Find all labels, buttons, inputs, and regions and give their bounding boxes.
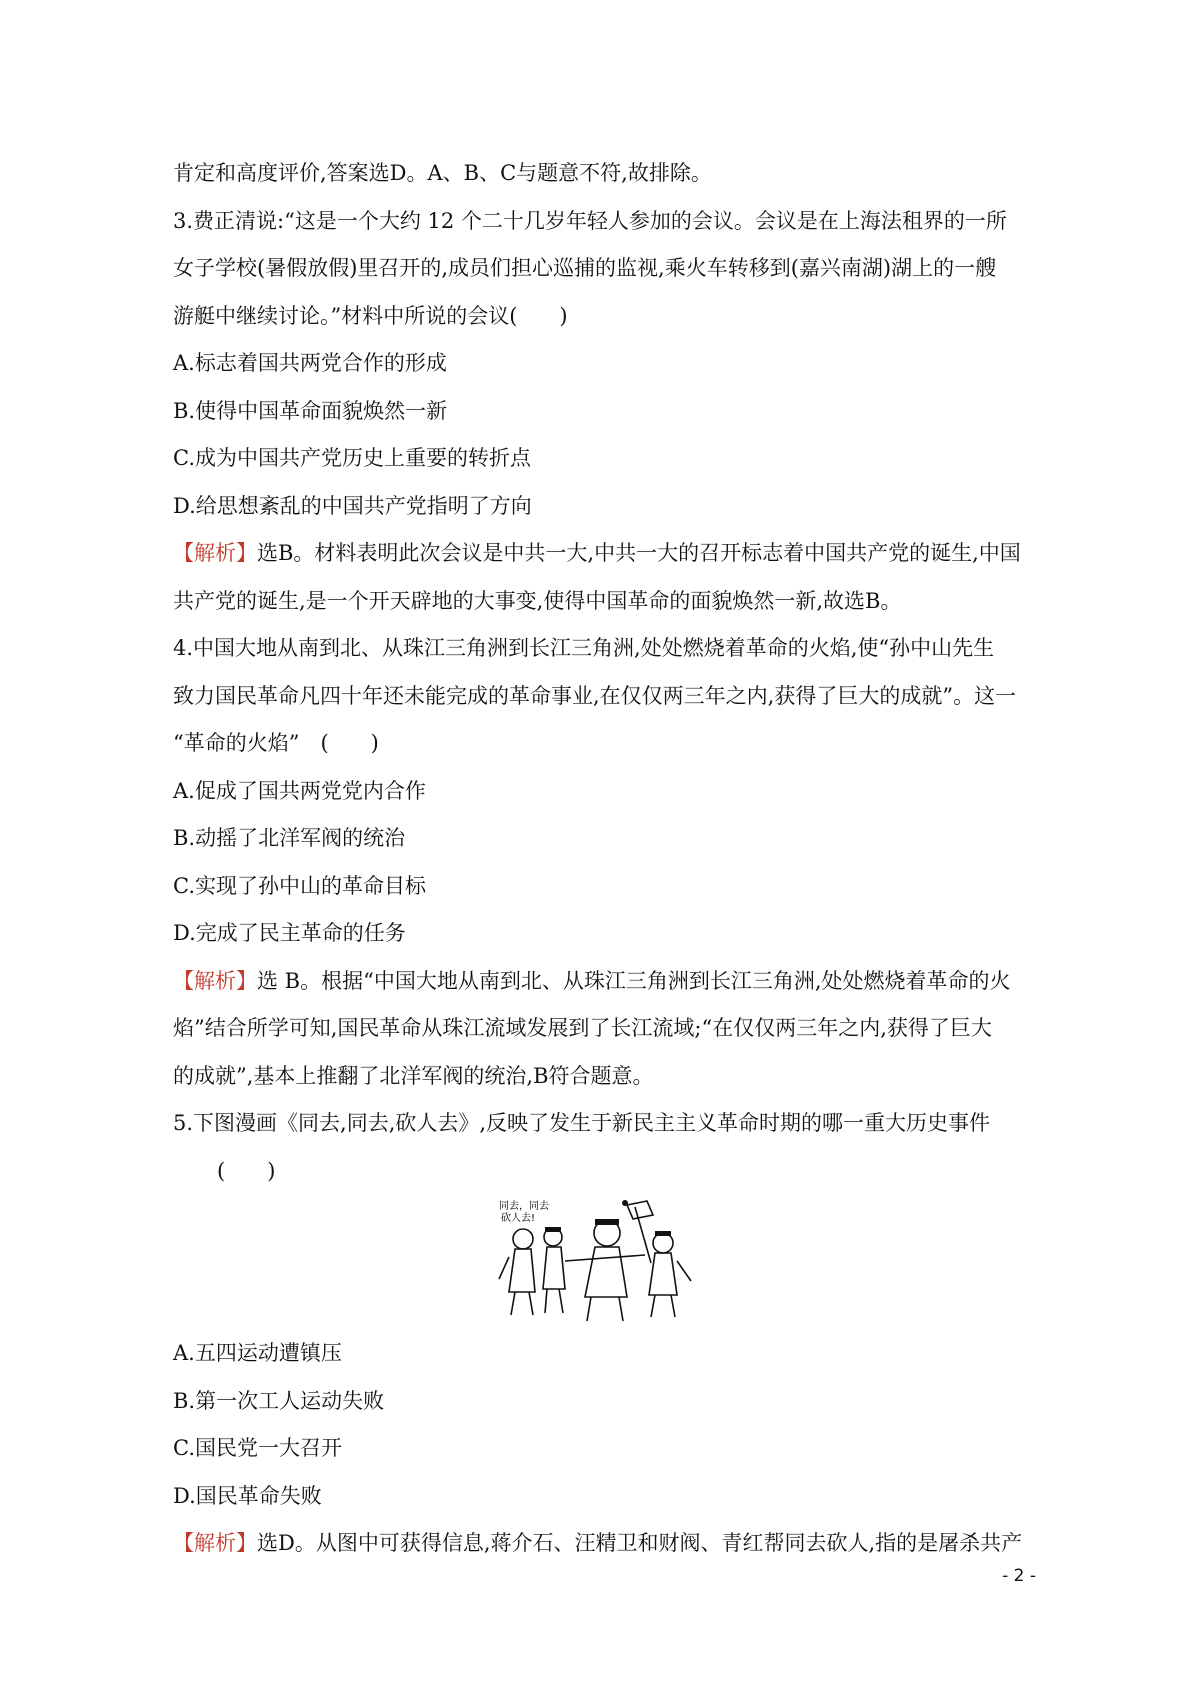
question-3-stem: 3.费正清说:“这是一个大约 12 个二十几岁年轻人参加的会议。会议是在上海法租界的一所 (173, 208, 1007, 233)
page-number: - 2 - (1002, 1566, 1036, 1586)
question-5-stem: 5.下图漫画《同去,同去,砍人去》,反映了发生于新民主主义革命时期的哪一重大历史事件 (173, 1111, 991, 1135)
question-5-option-a: A.五四运动遭镇压 (173, 1341, 342, 1365)
question-3-analysis: 【解析】选B。材料表明此次会议是中共一大,中共一大的召开标志着中国共产党的诞生,中国 (173, 541, 1021, 565)
question-4-stem: 4.中国大地从南到北、从珠江三角洲到长江三角洲,处处燃烧着革命的火焰,使“孙中山先生 (173, 636, 995, 660)
cartoon-image (495, 1197, 701, 1325)
analysis-label: 【解析】 (173, 1531, 257, 1555)
question-3-option-d: D.给思想紊乱的中国共产党指明了方向 (173, 493, 532, 518)
question-3-option-b: B.使得中国革命面貌焕然一新 (173, 398, 448, 423)
text-line: 肯定和高度评价,答案选D。A、B、C与题意不符,故排除。 (173, 161, 712, 185)
question-5-stem: ( ) (217, 1158, 276, 1183)
question-3-stem: 女子学校(暑假放假)里召开的,成员们担心巡捕的监视,乘火车转移到(嘉兴南湖)湖上的一艘 (173, 256, 997, 280)
question-4-stem: “革命的火焰” ( ) (173, 731, 379, 755)
document-body (173, 150, 1033, 1568)
question-4-analysis: 的成就”,基本上推翻了北洋军阀的统治,B符合题意。 (173, 1063, 654, 1088)
question-5-option-d: D.国民革命失败 (173, 1483, 322, 1508)
question-4-option-d: D.完成了民主革命的任务 (173, 921, 406, 945)
question-4-analysis: 焰”结合所学可知,国民革命从珠江流域发展到了长江流域;“在仅仅两三年之内,获得了巨大 (173, 1016, 992, 1040)
question-4-option-b: B.动摇了北洋军阀的统治 (173, 826, 406, 850)
question-4-option-a: A.促成了国共两党党内合作 (173, 778, 426, 803)
cartoon-caption-2: 砍人去! (501, 1213, 536, 1224)
question-4-analysis: 【解析】选 B。根据“中国大地从南到北、从珠江三角洲到长江三角洲,处处燃烧着革命的火 (173, 968, 1011, 993)
analysis-label: 【解析】 (173, 968, 257, 993)
cartoon-row (173, 1195, 1033, 1330)
question-5-option-c: C.国民党一大召开 (173, 1436, 342, 1460)
question-3-stem: 游艇中继续讨论。”材料中所说的会议( ) (173, 303, 568, 328)
analysis-label: 【解析】 (173, 541, 257, 565)
question-3-analysis: 共产党的诞生,是一个开天辟地的大事变,使得中国革命的面貌焕然一新,故选B。 (173, 588, 902, 613)
question-4-option-c: C.实现了孙中山的革命目标 (173, 873, 426, 898)
question-4-stem: 致力国民革命凡四十年还未能完成的革命事业,在仅仅两三年之内,获得了巨大的成就”。这一 (173, 683, 1017, 708)
question-3-option-a: A.标志着国共两党合作的形成 (173, 351, 447, 375)
question-5-analysis: 【解析】选D。从图中可获得信息,蒋介石、汪精卫和财阀、青红帮同去砍人,指的是屠杀共产 (173, 1531, 1023, 1555)
cartoon-caption-1: 同去，同去 (499, 1201, 549, 1212)
question-5-option-b: B.第一次工人运动失败 (173, 1388, 385, 1413)
question-3-option-c: C.成为中国共产党历史上重要的转折点 (173, 446, 531, 470)
